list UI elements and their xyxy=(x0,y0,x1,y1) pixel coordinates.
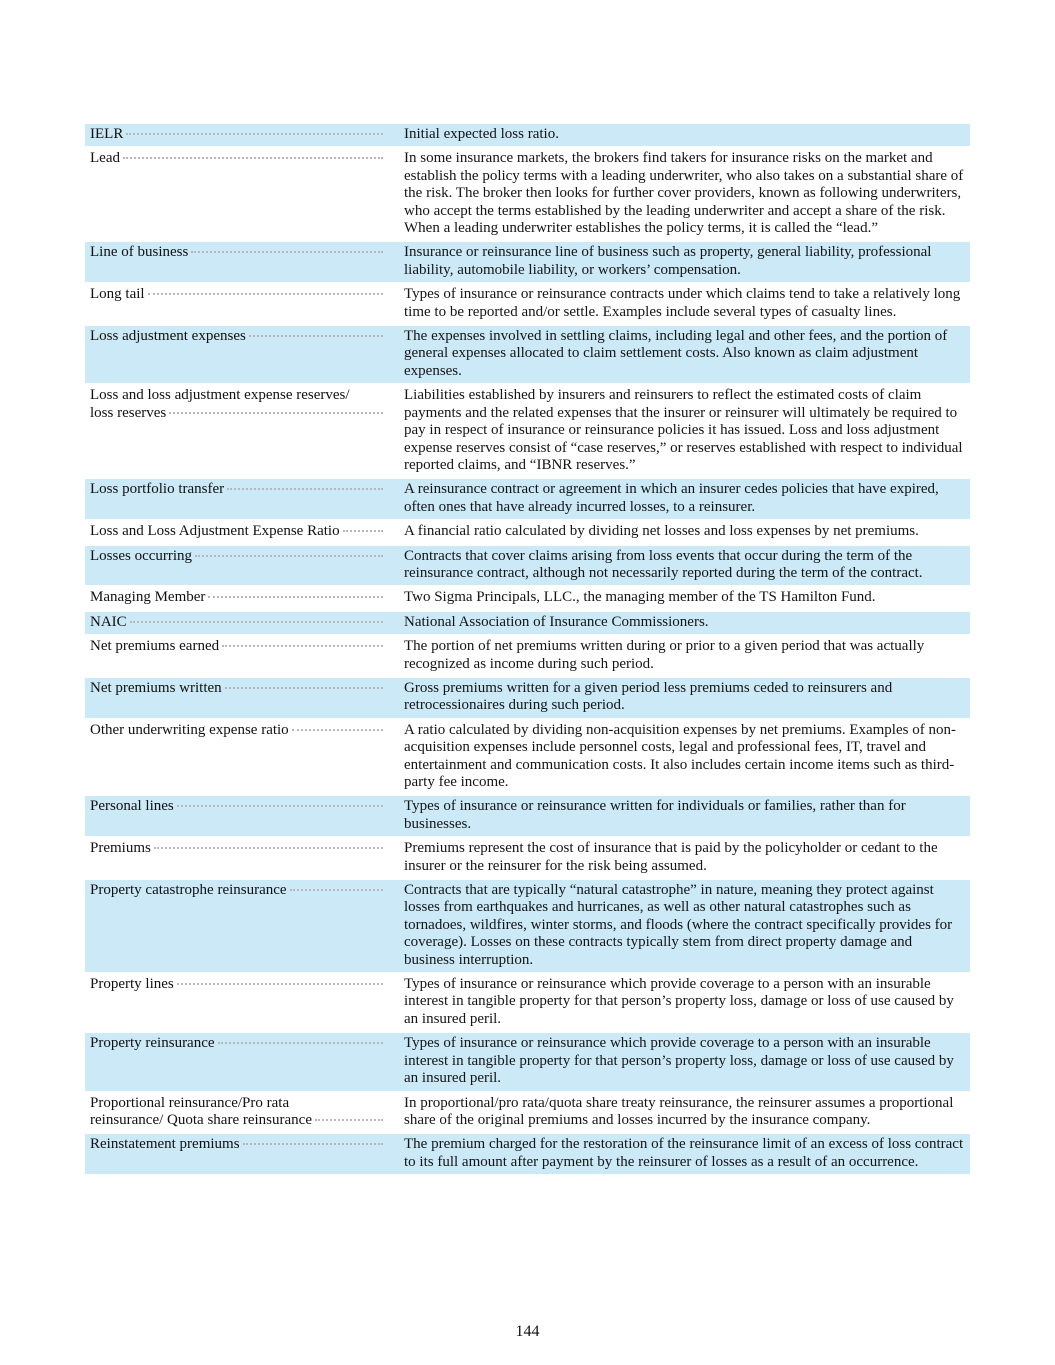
dot-leader xyxy=(227,488,383,490)
glossary-row xyxy=(85,973,970,1032)
glossary-definition: Insurance or reinsurance line of business such as property, general liability, professional liability, automobile liability, or workers’ compensation. xyxy=(395,241,970,283)
glossary-term: Loss portfolio transfer xyxy=(90,481,225,498)
glossary-term-cell xyxy=(85,1092,395,1134)
dot-leader xyxy=(169,412,383,414)
glossary-body xyxy=(85,124,970,1175)
dot-leader xyxy=(315,1119,383,1121)
glossary-definition: Liabilities established by insurers and reinsurers to reflect the estimated costs of claim payments and the related expenses that the insurer or reinsurer will ultimately be required to pay in respect of insurance or reinsurance policies it has issued. Loss and loss adjustment expense reserves consist of “case reserves,” or reserves established with respect to individual reported claims, and “IBNR reserves.” xyxy=(404,387,963,473)
glossary-term-cell xyxy=(85,283,395,325)
glossary-row xyxy=(85,241,970,283)
glossary-row xyxy=(85,147,970,241)
glossary-definition: In proportional/pro rata/quota share treaty reinsurance, the reinsurer assumes a proportional share of the original premiums and losses incurred by the insurance company. xyxy=(404,1094,954,1128)
glossary-definition: National Association of Insurance Commissioners. xyxy=(395,611,970,635)
glossary-term: Other underwriting expense ratio xyxy=(90,721,289,738)
glossary-term-cell xyxy=(85,719,395,796)
glossary-term: Managing Member xyxy=(90,589,206,606)
glossary-row xyxy=(85,1133,970,1175)
glossary-row xyxy=(85,635,970,677)
glossary-term-cell xyxy=(85,520,395,544)
glossary-row xyxy=(85,586,970,610)
glossary-term-cell xyxy=(85,586,395,610)
glossary-term-cell xyxy=(85,795,395,837)
glossary-term: reinsurance/ Quota share reinsurance xyxy=(90,1111,312,1128)
glossary-row xyxy=(85,795,970,837)
glossary-term-cell xyxy=(85,545,395,587)
dot-leader xyxy=(148,293,383,295)
glossary-definition: Types of insurance or reinsurance written for individuals or families, rather than for businesses. xyxy=(395,795,970,837)
glossary-term: Losses occurring xyxy=(90,547,193,564)
glossary-definition: The expenses involved in settling claims, including legal and other fees, and the portion of general expenses allocated to claim settlement costs. Also known as claim adjustment expenses. xyxy=(395,325,970,384)
glossary-row xyxy=(85,1032,970,1091)
glossary-term: Long tail xyxy=(90,286,145,303)
glossary-term: Reinstatement premiums xyxy=(90,1136,240,1153)
dot-leader xyxy=(249,335,383,337)
dot-leader xyxy=(225,687,383,689)
glossary-term-cell xyxy=(85,837,395,879)
glossary-term-cell xyxy=(85,677,395,719)
dot-leader xyxy=(126,133,383,135)
dot-leader xyxy=(218,1042,383,1044)
dot-leader xyxy=(130,621,383,623)
dot-leader xyxy=(222,645,383,647)
glossary-term: Lead xyxy=(90,150,120,167)
glossary-definition: A financial ratio calculated by dividing net losses and loss expenses by net premiums. xyxy=(404,523,919,540)
dot-leader xyxy=(154,847,383,849)
dot-leader xyxy=(208,596,383,598)
glossary-definition: A reinsurance contract or agreement in which an insurer cedes policies that have expired, often ones that have already incurred losses, to a reinsurer. xyxy=(395,478,970,520)
glossary-row xyxy=(85,124,970,147)
glossary-term: IELR xyxy=(90,126,124,142)
glossary-row xyxy=(85,545,970,587)
dot-leader xyxy=(177,805,383,807)
dot-leader xyxy=(191,251,383,253)
glossary-definition: Contracts that cover claims arising from loss events that occur during the term of the reinsurance contract, although not necessarily reported during the term of the contract. xyxy=(395,545,970,587)
glossary-definition: The premium charged for the restoration of the reinsurance limit of an excess of loss contract to its full amount after payment by the reinsurer of losses as a result of an occurrence. xyxy=(395,1133,970,1175)
glossary-row xyxy=(85,1092,970,1134)
glossary-term: Loss and Loss Adjustment Expense Ratio xyxy=(90,523,340,540)
glossary-definition: Premiums represent the cost of insurance that is paid by the policyholder or cedant to the insurer or the reinsurer for the risk being assumed. xyxy=(404,840,938,874)
glossary-row xyxy=(85,283,970,325)
glossary-definition: Types of insurance or reinsurance which provide coverage to a person with an insurable interest in tangible property for that person’s property loss, damage or loss of use caused by an insured peril. xyxy=(395,1032,970,1091)
glossary-term-cell xyxy=(85,973,395,1032)
glossary-term: Net premiums earned xyxy=(90,638,220,655)
glossary-definition: Types of insurance or reinsurance which provide coverage to a person with an insurable interest in tangible property for that person’s property loss, damage or loss of use caused by an insured peril. xyxy=(404,976,954,1027)
glossary-definition: Gross premiums written for a given period less premiums ceded to reinsurers and retrocessionaires during such period. xyxy=(395,677,970,719)
glossary-term-cell xyxy=(85,879,395,973)
glossary-definition: The portion of net premiums written during or prior to a given period that was actually recognized as income during such period. xyxy=(404,638,925,672)
glossary-term-cell xyxy=(85,1133,395,1175)
glossary-term: Property reinsurance xyxy=(90,1035,215,1052)
dot-leader xyxy=(123,157,383,159)
glossary-term-cell xyxy=(85,635,395,677)
dot-leader xyxy=(195,555,383,557)
glossary-definition: Two Sigma Principals, LLC., the managing member of the TS Hamilton Fund. xyxy=(404,589,876,606)
glossary-definition: Contracts that are typically “natural catastrophe” in nature, meaning they protect against losses from earthquakes and hurricanes, as well as other natural catastrophes such as tornadoes, wildfires, winter storms, and floods (where the contract specifically provides for coverage). Losses on these contracts typically stem from direct property damage and business interruption. xyxy=(395,879,970,973)
glossary-table xyxy=(85,124,970,1176)
dot-leader xyxy=(177,983,383,985)
glossary-definition: Initial expected loss ratio. xyxy=(395,124,970,147)
glossary-term-cell xyxy=(85,241,395,283)
glossary-definition: Types of insurance or reinsurance contracts under which claims tend to take a relatively long time to be reported and/or settle. Examples include several types of casualty lines. xyxy=(404,286,961,320)
glossary-row xyxy=(85,677,970,719)
glossary-term-cell xyxy=(85,1032,395,1091)
glossary-definition: A ratio calculated by dividing non-acquisition expenses by net premiums. Examples of non-acquisition expenses include personnel costs, legal and professional fees, IT, travel and entertainment and communication costs. It also includes certain income items such as third-party fee income. xyxy=(404,721,956,790)
glossary-term: Property catastrophe reinsurance xyxy=(90,882,287,899)
dot-leader xyxy=(292,729,383,731)
glossary-term: Property lines xyxy=(90,976,174,993)
glossary-row xyxy=(85,520,970,544)
glossary-term: Line of business xyxy=(90,244,189,261)
glossary-term-cell xyxy=(85,124,395,147)
glossary-term: Loss adjustment expenses xyxy=(90,328,246,345)
glossary-term-cell xyxy=(85,384,395,478)
glossary-term-first-line: Proportional reinsurance/Pro rata xyxy=(90,1094,290,1111)
glossary-row xyxy=(85,325,970,384)
glossary-term-cell xyxy=(85,147,395,241)
glossary-row xyxy=(85,837,970,879)
glossary-term: Net premiums written xyxy=(90,679,222,696)
glossary-term: Personal lines xyxy=(90,798,174,815)
glossary-row xyxy=(85,879,970,973)
dot-leader xyxy=(290,889,383,891)
glossary-row xyxy=(85,384,970,478)
glossary-term-first-line: Loss and loss adjustment expense reserves/ xyxy=(90,387,350,404)
glossary-term: loss reserves xyxy=(90,404,167,421)
glossary-definition: In some insurance markets, the brokers find takers for insurance risks on the market and establish the policy terms with a leading underwriter, who also takes on a substantial share of the risk. The broker then looks for further cover providers, known as following underwriters, who accept the terms established by the leading underwriter and accept a share of the risk. When a leading underwriter establishes the policy terms, it is called the “lead.” xyxy=(404,150,964,237)
glossary-term-cell xyxy=(85,478,395,520)
glossary-row xyxy=(85,719,970,796)
page-number: 144 xyxy=(515,1323,540,1340)
glossary-term-cell xyxy=(85,611,395,635)
glossary-term: NAIC xyxy=(90,613,127,630)
glossary-term-cell xyxy=(85,325,395,384)
dot-leader xyxy=(343,530,383,532)
dot-leader xyxy=(243,1143,383,1145)
glossary-term: Premiums xyxy=(90,840,151,857)
glossary-row xyxy=(85,611,970,635)
glossary-row xyxy=(85,478,970,520)
